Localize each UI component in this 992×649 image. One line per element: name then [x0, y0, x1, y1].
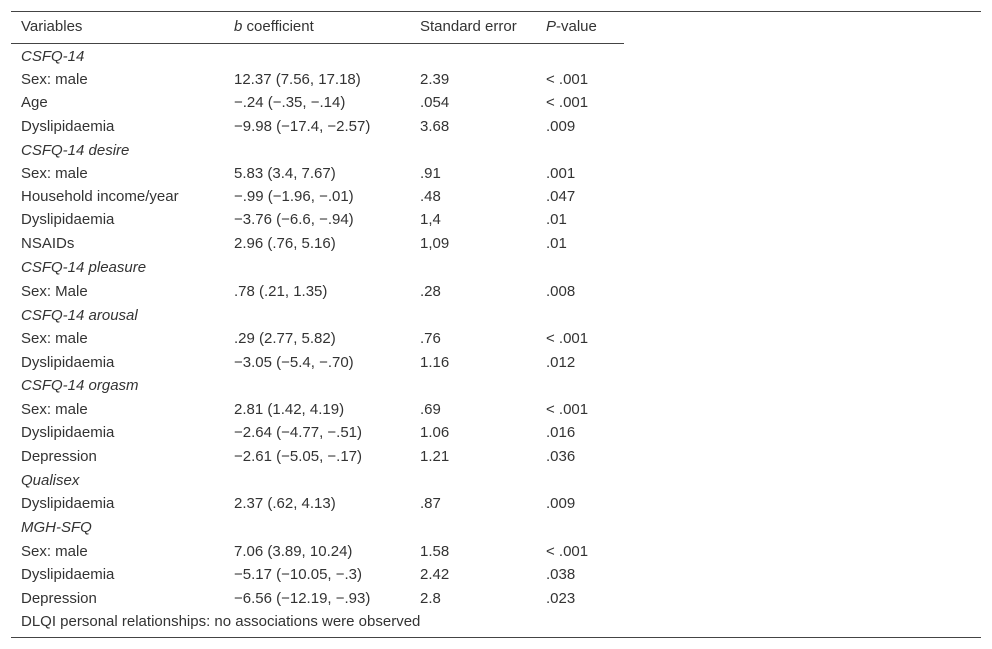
standard-error-cell: 3.68: [420, 118, 450, 135]
p-value-cell: .01: [546, 211, 567, 228]
coefficient-cell: .29 (2.77, 5.82): [234, 330, 336, 347]
p-value-cell: .01: [546, 235, 567, 252]
variable-cell: Dyslipidaemia: [21, 566, 115, 583]
standard-error-cell: 2.39: [420, 71, 450, 88]
coefficient-cell: 5.83 (3.4, 7.67): [234, 165, 336, 182]
variable-cell: Sex: male: [21, 401, 88, 418]
regression-table: [11, 11, 981, 638]
p-value-cell: < .001: [546, 330, 589, 347]
variable-cell: Sex: male: [21, 543, 88, 560]
section-heading: CSFQ-14 pleasure: [21, 259, 147, 276]
p-value-cell: .036: [546, 448, 576, 465]
variable-cell: Sex: male: [21, 165, 88, 182]
variable-cell: Dyslipidaemia: [21, 354, 115, 371]
standard-error-cell: .054: [420, 94, 450, 111]
standard-error-cell: 1,09: [420, 235, 450, 252]
p-value-cell: .023: [546, 590, 576, 607]
p-value-cell: .009: [546, 118, 576, 135]
standard-error-cell: 1.16: [420, 354, 450, 371]
standard-error-cell: .28: [420, 283, 441, 300]
coefficient-cell: −5.17 (−10.05, −.3): [234, 566, 363, 583]
coefficient-cell: 2.81 (1.42, 4.19): [234, 401, 345, 418]
p-value-cell: < .001: [546, 543, 589, 560]
section-heading: Qualisex: [21, 472, 80, 489]
p-value-cell: .047: [546, 188, 576, 205]
header-b-rest: coefficient: [242, 18, 314, 35]
coefficient-cell: −6.56 (−12.19, −.93): [234, 590, 371, 607]
variable-cell: Household income/year: [21, 188, 179, 205]
variable-cell: Sex: male: [21, 71, 88, 88]
p-value-cell: < .001: [546, 94, 589, 111]
standard-error-cell: .69: [420, 401, 441, 418]
variable-cell: Depression: [21, 590, 97, 607]
table-note: DLQI personal relationships: no associations were observed: [21, 613, 421, 630]
coefficient-cell: 7.06 (3.89, 10.24): [234, 543, 353, 560]
variable-cell: Dyslipidaemia: [21, 424, 115, 441]
variable-cell: Dyslipidaemia: [21, 118, 115, 135]
standard-error-cell: .48: [420, 188, 441, 205]
standard-error-cell: 1,4: [420, 211, 441, 228]
coefficient-cell: 12.37 (7.56, 17.18): [234, 71, 361, 88]
coefficient-cell: .78 (.21, 1.35): [234, 283, 328, 300]
coefficient-cell: −.99 (−1.96, −.01): [234, 188, 354, 205]
header-b-italic: b: [234, 18, 243, 35]
variable-cell: Age: [21, 94, 48, 111]
standard-error-cell: 1.58: [420, 543, 450, 560]
coefficient-cell: −3.05 (−5.4, −.70): [234, 354, 354, 371]
coefficient-cell: −9.98 (−17.4, −2.57): [234, 118, 371, 135]
p-value-cell: .012: [546, 354, 576, 371]
variable-cell: Depression: [21, 448, 97, 465]
section-heading: MGH-SFQ: [21, 519, 92, 536]
section-heading: CSFQ-14 arousal: [21, 307, 138, 324]
header-variables: Variables: [21, 18, 83, 35]
variable-cell: Sex: male: [21, 330, 88, 347]
p-value-cell: < .001: [546, 401, 589, 418]
section-heading: CSFQ-14 desire: [21, 142, 130, 159]
header-p-italic: P: [546, 18, 557, 35]
standard-error-cell: 1.06: [420, 424, 450, 441]
p-value-cell: .001: [546, 165, 576, 182]
p-value-cell: .009: [546, 495, 576, 512]
header-p-rest: -value: [556, 18, 597, 35]
coefficient-cell: 2.96 (.76, 5.16): [234, 235, 336, 252]
p-value-cell: .008: [546, 283, 576, 300]
coefficient-cell: −2.61 (−5.05, −.17): [234, 448, 363, 465]
header-b-coefficient: [234, 18, 314, 36]
coefficient-cell: −2.64 (−4.77, −.51): [234, 424, 363, 441]
variable-cell: Sex: Male: [21, 283, 88, 300]
coefficient-cell: −.24 (−.35, −.14): [234, 94, 346, 111]
header-p-value: [546, 18, 597, 36]
standard-error-cell: 2.8: [420, 590, 441, 607]
header-standard-error: Standard error: [420, 18, 517, 35]
coefficient-cell: −3.76 (−6.6, −.94): [234, 211, 354, 228]
p-value-cell: .038: [546, 566, 576, 583]
standard-error-cell: .91: [420, 165, 441, 182]
standard-error-cell: 1.21: [420, 448, 450, 465]
standard-error-cell: .76: [420, 330, 441, 347]
table-header: [11, 12, 624, 44]
section-heading: CSFQ-14 orgasm: [21, 377, 139, 394]
variable-cell: Dyslipidaemia: [21, 211, 115, 228]
variable-cell: Dyslipidaemia: [21, 495, 115, 512]
variable-cell: NSAIDs: [21, 235, 75, 252]
p-value-cell: .016: [546, 424, 576, 441]
p-value-cell: < .001: [546, 71, 589, 88]
coefficient-cell: 2.37 (.62, 4.13): [234, 495, 336, 512]
section-heading: CSFQ-14: [21, 48, 85, 65]
standard-error-cell: 2.42: [420, 566, 450, 583]
standard-error-cell: .87: [420, 495, 441, 512]
